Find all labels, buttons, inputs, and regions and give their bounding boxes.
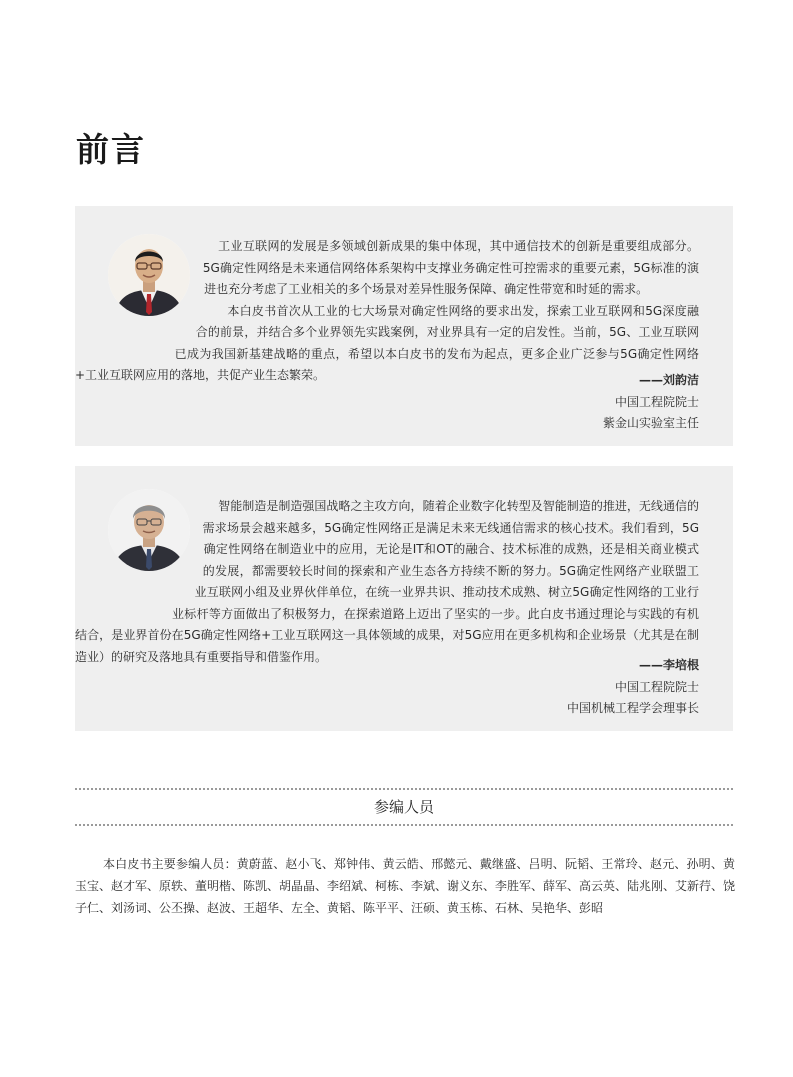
quote-paragraph: 工业互联网的发展是多领域创新成果的集中体现，其中通信技术的创新是重要组成部分。5G确定性网络是未来通信网络体系架构中支撑业务确定性可控需求的重要元素，5G标准的演进也充分考虑了工业相关的多个场景对差异性服务保障、确定性带宽和时延的需求。: [202, 239, 699, 296]
author-title: 中国机械工程学会理事长: [566, 701, 699, 715]
quote-author: ——李培根: [638, 658, 699, 672]
page-title: 前言: [76, 130, 146, 169]
quote-signature: [567, 655, 699, 720]
dotted-divider: [75, 788, 733, 790]
quote-paragraph: 本白皮书首次从工业的七大场景对确定性网络的要求出发，探索工业互联网和5G深度融合的前景，并结合多个业界领先实践案例，对业界具有一定的启发性。当前，5G、工业互联网已成为我国新基建战略的重点，希望以本白皮书的发布为起点，更多企业广泛参与5G确定性网络+工业互联网应用的落地，共促产业生态繁荣。: [75, 303, 699, 382]
quote-signature: [603, 370, 699, 435]
quote-paragraph: 智能制造是制造强国战略之主攻方向，随着企业数字化转型及智能制造的推进，无线通信的需求场景会越来越多，5G确定性网络正是满足未来无线通信需求的核心技术。我们看到，5G确定性网络在制造业中的应用，无论是IT和OT的融合、技术标准的成熟，还是相关商业模式的发展，都需要较长时间的探索和产业生态各方持续不断的努力。5G确定性网络产业联盟工业互联网小组及业界伙伴单位，在统一业界共识、推动技术成熟、树立5G确定性网络的工业行业标杆等方面做出了积极努力，在探索道路上迈出了坚实的一步。此白皮书通过理论与实践的有机结合，是业界首份在5G确定性网络+工业互联网这一具体领域的成果，对5G应用在更多机构和企业场景（尤其是在制造业）的研究及落地具有重要指导和借鉴作用。: [75, 499, 699, 664]
contributors-heading: 参编人员: [373, 798, 434, 816]
dotted-divider: [75, 824, 733, 826]
author-title: 中国工程院院士: [614, 394, 699, 409]
quote-author: ——刘韵洁: [638, 373, 699, 387]
quote-body: [75, 236, 733, 387]
contributors-list: 本白皮书主要参编人员：黄蔚蓝、赵小飞、郑钟伟、黄云皓、邢懿元、戴继盛、吕明、阮韬、王常玲、赵元、孙明、黄玉宝、赵才军、原轶、董明楷、陈凯、胡晶晶、李绍斌、柯栋、李斌、谢义东、李胜军、薛军、高云英、陆兆刚、艾新荇、饶子仁、刘汤词、公丕操、赵波、王超华、左全、黄韬、陈平平、汪硕、黄玉栋、石林、吴艳华、彭昭: [75, 857, 736, 915]
foreword-quote-box: [75, 206, 733, 446]
author-title: 中国工程院院士: [614, 679, 699, 694]
author-title: 紫金山实验室主任: [602, 416, 699, 430]
quote-body: [75, 496, 733, 668]
foreword-quote-box: [75, 466, 733, 731]
